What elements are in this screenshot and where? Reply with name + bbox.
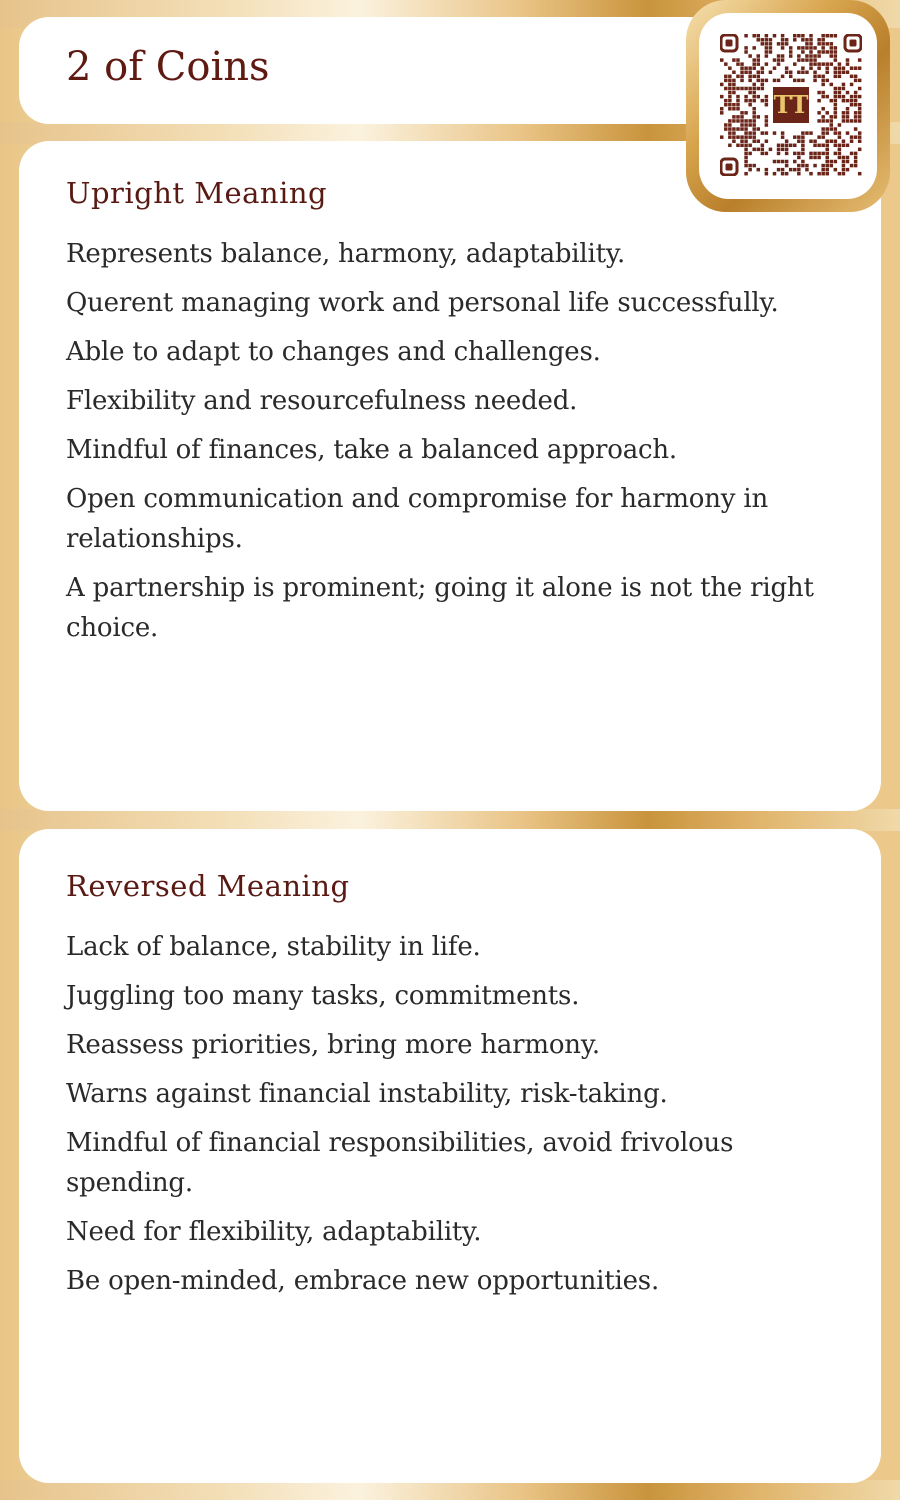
list-item: Need for flexibility, adaptability. <box>66 1217 482 1247</box>
bottom-gold-band <box>0 1480 900 1500</box>
list-item: Mindful of finances, take a balanced approach. <box>66 435 677 465</box>
qr-finder-bottom-left <box>721 159 737 175</box>
upright-heading: Upright Meaning <box>66 176 328 210</box>
list-item: A partnership is prominent; going it alone is not the right choice. <box>66 573 814 643</box>
list-item: Warns against financial instability, risk-taking. <box>66 1079 668 1109</box>
qr-center-logo <box>770 84 812 126</box>
qr-finder-top-right <box>845 35 861 51</box>
qr-badge-inner <box>699 13 877 199</box>
list-item: Reassess priorities, bring more harmony. <box>66 1030 600 1060</box>
list-item: Represents balance, harmony, adaptability. <box>66 239 626 269</box>
card-title: 2 of Coins <box>66 44 270 90</box>
list-item: Lack of balance, stability in life. <box>66 932 481 962</box>
list-item: Be open-minded, embrace new opportunities. <box>66 1266 660 1296</box>
reversed-meaning-panel <box>19 829 881 1483</box>
list-item: Querent managing work and personal life successfully. <box>66 288 779 318</box>
list-item: Juggling too many tasks, commitments. <box>66 981 580 1011</box>
list-item: Mindful of financial responsibilities, avoid frivolous spending. <box>66 1128 734 1198</box>
qr-badge[interactable] <box>686 0 890 212</box>
reversed-heading: Reversed Meaning <box>66 869 350 903</box>
qr-logo-text: TT <box>773 90 809 119</box>
list-item: Open communication and compromise for harmony in relationships. <box>66 484 768 554</box>
qr-code-icon[interactable] <box>720 34 862 176</box>
list-item: Able to adapt to changes and challenges. <box>66 337 601 367</box>
list-item: Flexibility and resourcefulness needed. <box>66 386 578 416</box>
divider-gold-band <box>0 809 900 831</box>
reversed-meaning-list <box>66 927 856 1310</box>
upright-meaning-panel <box>19 141 881 811</box>
qr-finder-top-left <box>721 35 737 51</box>
upright-meaning-list <box>66 234 856 657</box>
